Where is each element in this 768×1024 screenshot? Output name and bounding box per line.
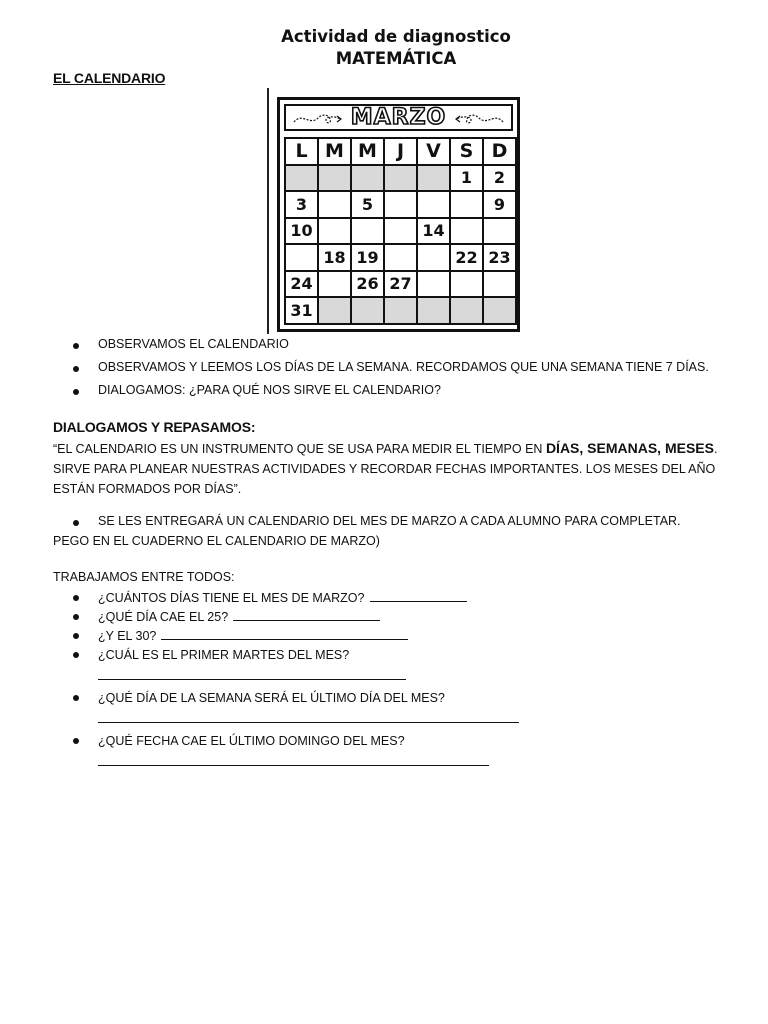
question-item	[0, 589, 768, 608]
calendar-day-cell	[418, 192, 451, 219]
calendar-day-cell	[319, 192, 352, 219]
document-title: Actividad de diagnostico	[281, 27, 511, 46]
calendar-day-cell: 24	[286, 272, 319, 299]
answer-blank[interactable]	[98, 708, 519, 723]
calendar-grid	[284, 137, 517, 325]
weekday-header: J	[385, 139, 418, 166]
bullet-icon	[73, 614, 79, 620]
calendar-day-cell: 14	[418, 219, 451, 246]
bullet-text: DIALOGAMOS: ¿PARA QUÉ NOS SIRVE EL CALENDARIO?	[98, 383, 441, 397]
answer-blank[interactable]	[98, 751, 489, 766]
calendar-day-cell: 27	[385, 272, 418, 299]
bullet-text: OBSERVAMOS Y LEEMOS LOS DÍAS DE LA SEMANA. RECORDAMOS QUE UNA SEMANA TIENE 7 DÍAS.	[98, 360, 709, 374]
bullet-icon	[73, 595, 79, 601]
calendar-day-cell	[352, 166, 385, 193]
subject-title: MATEMÁTICA	[335, 49, 457, 68]
bullet-icon	[73, 633, 79, 639]
calendar-day-cell: 26	[352, 272, 385, 299]
quote-bold: DÍAS, SEMANAS, MESES	[545, 440, 714, 456]
calendar-day-cell: 23	[484, 245, 517, 272]
intro-bullet-list	[0, 337, 768, 406]
swirl-arrow-right-icon	[453, 110, 505, 128]
calendar-header	[284, 104, 513, 131]
vertical-divider	[267, 88, 269, 334]
list-item	[0, 360, 768, 383]
calendar-day-cell	[385, 166, 418, 193]
work-heading: TRABAJAMOS ENTRE TODOS:	[53, 570, 235, 584]
pego-text: PEGO EN EL CUADERNO EL CALENDARIO DE MARZO)	[53, 534, 380, 548]
calendar-day-cell	[286, 166, 319, 193]
calendar-day-cell	[352, 219, 385, 246]
calendar-day-cell: 18	[319, 245, 352, 272]
delivery-text: SE LES ENTREGARÁ UN CALENDARIO DEL MES DE MARZO A CADA ALUMNO PARA COMPLETAR.	[98, 514, 681, 528]
weekday-header: D	[484, 139, 517, 166]
calendar-day-cell	[418, 166, 451, 193]
calendar-day-cell	[484, 219, 517, 246]
question-text: ¿QUÉ DÍA DE LA SEMANA SERÁ EL ÚLTIMO DÍA DEL MES?	[98, 691, 445, 705]
calendar-month: MARZO	[350, 105, 447, 130]
bullet-icon	[73, 652, 79, 658]
answer-blank[interactable]	[161, 628, 408, 640]
bullet-icon	[73, 366, 79, 372]
calendar-day-cell: 1	[451, 166, 484, 193]
weekday-header: L	[286, 139, 319, 166]
calendar-day-cell: 22	[451, 245, 484, 272]
bullet-icon	[73, 738, 79, 744]
question-item	[0, 646, 768, 680]
calendar-day-cell	[352, 298, 385, 325]
calendar-day-cell: 5	[352, 192, 385, 219]
calendar-definition-paragraph	[53, 438, 733, 499]
calendar-day-cell	[385, 219, 418, 246]
question-list	[0, 589, 768, 775]
answer-blank[interactable]	[233, 609, 380, 621]
list-item	[0, 514, 768, 528]
question-text: ¿CUÁNTOS DÍAS TIENE EL MES DE MARZO?	[98, 591, 365, 605]
dialog-heading: DIALOGAMOS Y REPASAMOS:	[53, 419, 256, 435]
list-item	[0, 383, 768, 406]
calendar-day-cell	[286, 245, 319, 272]
calendar-day-cell	[319, 298, 352, 325]
question-item	[0, 608, 768, 627]
bullet-icon	[73, 520, 79, 526]
weekday-header: M	[352, 139, 385, 166]
question-item	[0, 732, 768, 766]
question-text: ¿QUÉ DÍA CAE EL 25?	[98, 610, 229, 624]
list-item	[0, 337, 768, 360]
bullet-icon	[73, 695, 79, 701]
calendar-day-cell	[451, 298, 484, 325]
calendar-image	[277, 97, 520, 332]
calendar-day-cell	[319, 166, 352, 193]
question-item	[0, 689, 768, 723]
weekday-header: V	[418, 139, 451, 166]
bullet-icon	[73, 389, 79, 395]
calendar-day-cell	[385, 245, 418, 272]
calendar-day-cell: 2	[484, 166, 517, 193]
calendar-day-cell	[451, 272, 484, 299]
question-text: ¿Y EL 30?	[98, 629, 157, 643]
calendar-day-cell	[451, 192, 484, 219]
delivery-bullet-list	[0, 514, 768, 528]
answer-blank[interactable]	[98, 665, 406, 680]
calendar-day-cell	[319, 272, 352, 299]
calendar-day-cell	[385, 298, 418, 325]
calendar-day-cell	[451, 219, 484, 246]
calendar-day-cell	[484, 272, 517, 299]
quote-end: . SIRVE PARA PLANEAR NUESTRAS ACTIVIDADES Y RECORDAR FECHAS IMPORTANTES. LOS MESES DEL AÑO ESTÁN FORMADOS POR DÍAS”.	[53, 442, 718, 496]
question-text: ¿CUÁL ES EL PRIMER MARTES DEL MES?	[98, 648, 350, 662]
calendar-day-cell	[418, 272, 451, 299]
section-heading: EL CALENDARIO	[53, 70, 166, 86]
answer-blank[interactable]	[370, 590, 467, 602]
calendar-day-cell: 10	[286, 219, 319, 246]
quote-start: “EL CALENDARIO ES UN INSTRUMENTO QUE SE USA PARA MEDIR EL TIEMPO EN	[53, 442, 546, 456]
calendar-day-cell	[484, 298, 517, 325]
weekday-header: M	[319, 139, 352, 166]
calendar-day-cell: 3	[286, 192, 319, 219]
calendar-day-cell: 9	[484, 192, 517, 219]
calendar-day-cell	[385, 192, 418, 219]
calendar-day-cell: 31	[286, 298, 319, 325]
calendar-day-cell	[319, 219, 352, 246]
bullet-icon	[73, 343, 79, 349]
question-text: ¿QUÉ FECHA CAE EL ÚLTIMO DOMINGO DEL MES?	[98, 734, 405, 748]
bullet-text: OBSERVAMOS EL CALENDARIO	[98, 337, 289, 351]
question-item	[0, 627, 768, 646]
calendar-day-cell	[418, 298, 451, 325]
calendar-day-cell: 19	[352, 245, 385, 272]
calendar-day-cell	[418, 245, 451, 272]
weekday-header: S	[451, 139, 484, 166]
